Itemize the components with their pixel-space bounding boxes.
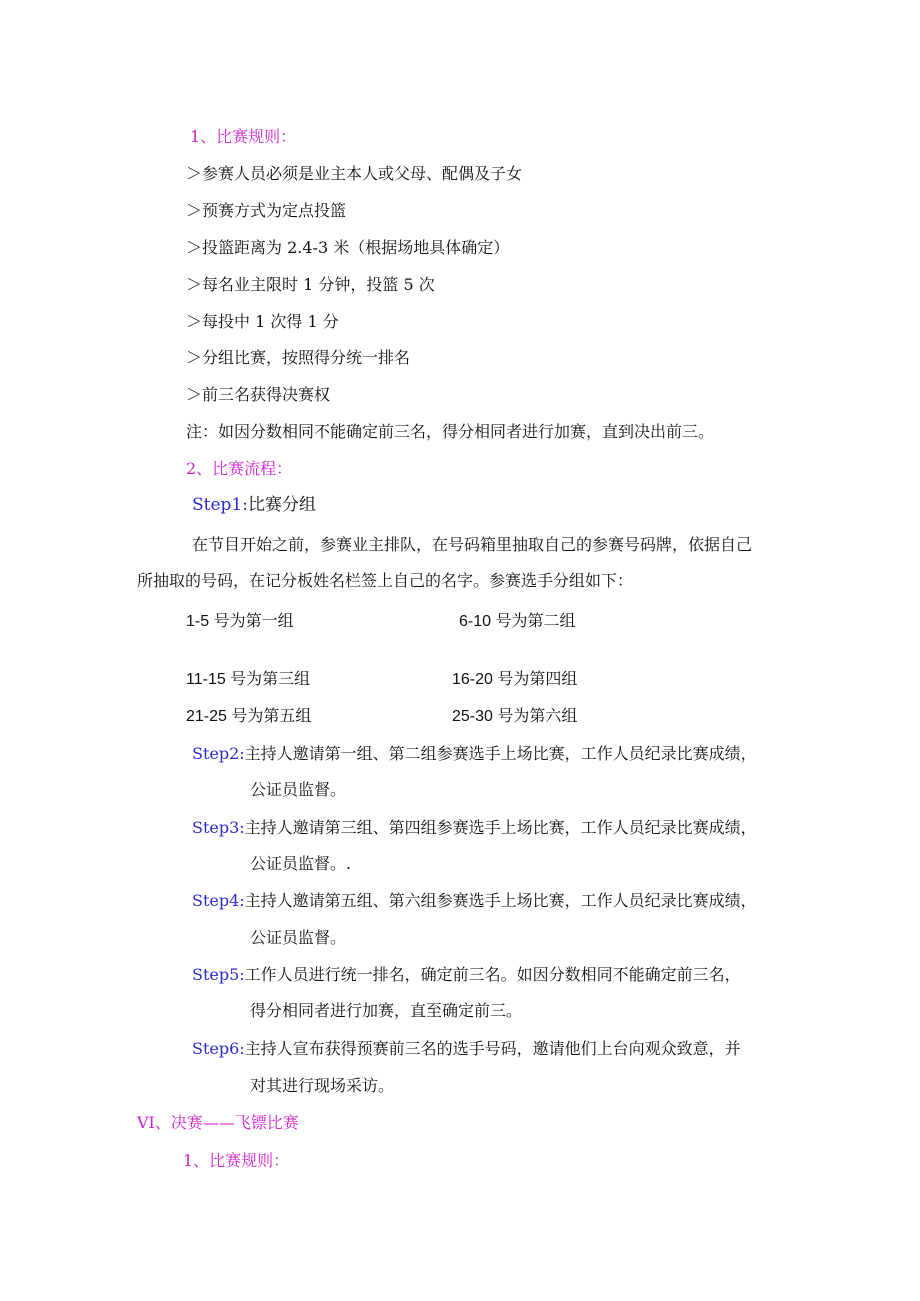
step-label: Step3: xyxy=(192,818,245,837)
group-cell: 21-25 号为第五组 xyxy=(186,708,312,725)
step-5 xyxy=(192,965,741,985)
group-cell: 6-10 号为第二组 xyxy=(459,613,576,630)
rule-item: ＞预赛方式为定点投篮 xyxy=(186,201,347,220)
section-heading-final: VI、决赛——飞镖比赛 xyxy=(137,1113,299,1132)
step-text-continued: 得分相同者进行加赛，直至确定前三。 xyxy=(250,1001,523,1020)
rule-item: ＞每名业主限时 1 分钟，投篮 5 次 xyxy=(186,275,435,294)
step-text: 主持人邀请第一组、第二组参赛选手上场比赛，工作人员纪录比赛成绩， xyxy=(244,744,757,763)
step-4 xyxy=(192,891,757,911)
group-cell: 11-15 号为第三组 xyxy=(186,671,311,688)
group-cell: 1-5 号为第一组 xyxy=(186,613,294,630)
step-text: 主持人邀请第三组、第四组参赛选手上场比赛，工作人员纪录比赛成绩， xyxy=(244,818,757,837)
rule-item: ＞前三名获得决赛权 xyxy=(186,385,331,404)
step-text-continued: 公证员监督。. xyxy=(250,854,352,873)
step-text-continued: 公证员监督。 xyxy=(250,928,347,947)
step-label: Step6: xyxy=(192,1039,245,1058)
step-3 xyxy=(192,818,757,838)
rule-item: ＞投篮距离为 2.4-3 米（根据场地具体确定） xyxy=(186,238,510,257)
step-label: Step5: xyxy=(192,965,245,984)
step-title: 比赛分组 xyxy=(247,495,316,515)
step-label: Step1: xyxy=(192,495,248,515)
step-text: 工作人员进行统一排名，确定前三名。如因分数相同不能确定前三名， xyxy=(244,965,741,984)
intro-paragraph-line: 所抽取的号码，在记分板姓名栏签上自己的名字。参赛选手分组如下： xyxy=(137,571,634,590)
rule-item: ＞分组比赛，按照得分统一排名 xyxy=(186,348,411,367)
group-cell: 25-30 号为第六组 xyxy=(452,708,578,725)
step-1 xyxy=(192,495,316,515)
intro-paragraph-line: 在节目开始之前，参赛业主排队，在号码箱里抽取自己的参赛号码牌，依据自己 xyxy=(192,535,753,554)
step-label: Step4: xyxy=(192,891,245,910)
rule-item: ＞参赛人员必须是业主本人或父母、配偶及子女 xyxy=(186,164,523,183)
group-cell: 16-20 号为第四组 xyxy=(452,671,578,688)
step-6 xyxy=(192,1039,741,1059)
step-text-continued: 对其进行现场采访。 xyxy=(250,1076,395,1095)
rules-note: 注：如因分数相同不能确定前三名，得分相同者进行加赛，直到决出前三。 xyxy=(186,422,715,441)
rule-item: ＞每投中 1 次得 1 分 xyxy=(186,312,339,331)
section-heading-process: 2、比赛流程： xyxy=(186,459,293,478)
step-text: 主持人邀请第五组、第六组参赛选手上场比赛，工作人员纪录比赛成绩， xyxy=(244,891,757,910)
step-2 xyxy=(192,744,757,764)
step-text: 主持人宣布获得预赛前三名的选手号码，邀请他们上台向观众致意，并 xyxy=(244,1039,741,1058)
step-text-continued: 公证员监督。 xyxy=(250,780,347,799)
step-label: Step2: xyxy=(192,744,245,763)
section-heading-rules: 1、比赛规则： xyxy=(190,127,297,146)
section-subheading-rules: 1、比赛规则： xyxy=(183,1151,290,1170)
